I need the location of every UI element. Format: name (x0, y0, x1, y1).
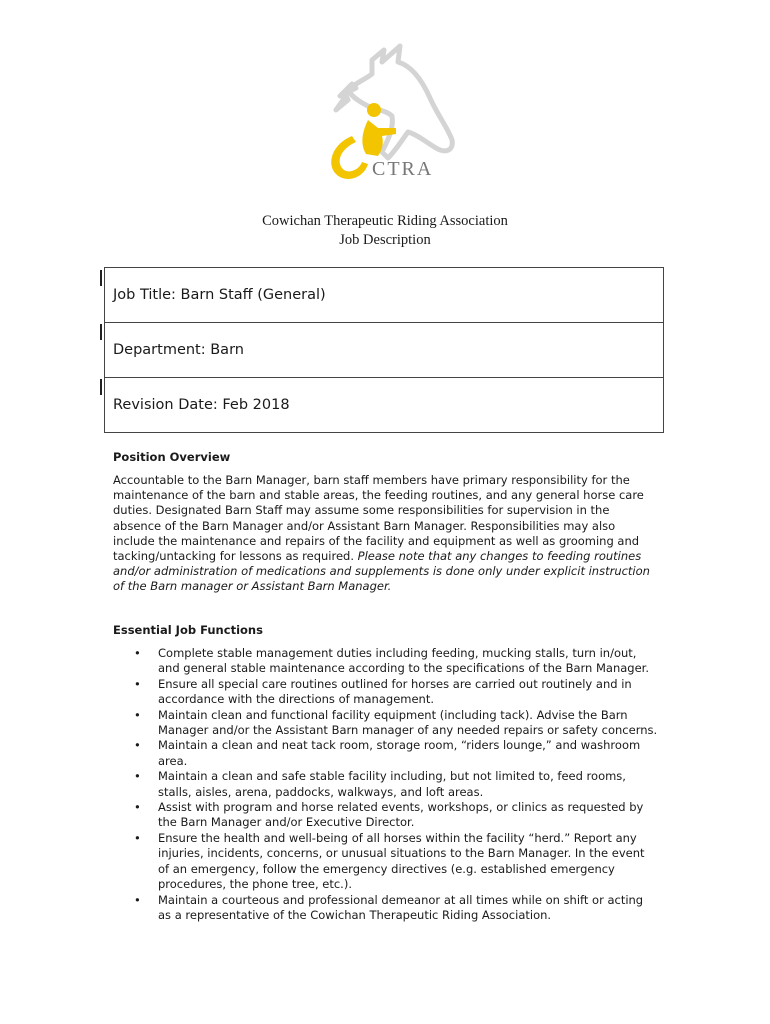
bullet-icon: • (134, 800, 141, 815)
bullet-icon: • (134, 830, 141, 845)
document-type: Job Description (339, 232, 431, 248)
overview-note: Please note that any changes to feeding routines and/or administration of medications and supplements is done only under explicit instruction of the Barn manager or Assistant Barn Manager. (113, 549, 650, 594)
revision-mark (100, 324, 102, 340)
department-row (105, 323, 663, 378)
bullet-icon: • (134, 676, 141, 691)
job-info-table (104, 267, 664, 433)
bullet-icon: • (134, 769, 141, 784)
revision-date: Revision Date: Feb 2018 (113, 397, 290, 413)
bullet-icon: • (134, 646, 141, 660)
revision-mark (100, 270, 102, 286)
list-item: • Ensure all special care routines outlined for horses are carried out routinely and in accordance with the directions of management. (134, 676, 632, 707)
rider-head-icon (367, 103, 381, 117)
revision-mark (100, 379, 102, 395)
bullet-icon: • (134, 892, 141, 907)
overview-body: Accountable to the Barn Manager, barn staff members have primary responsibility for the maintenance of the barn and stable areas, the feeding routines, and any general horse care duties. Designated Barn Staff may assume some responsibilities for supervision in the absence of the Barn Manager and/or Assistant Barn Manager. Responsibilities may also include the maintenance and repairs of the facility and equipment as well as grooming and tacking/untacking for lessons as required. (113, 473, 644, 564)
list-item: • Maintain a clean and safe stable facility including, but not limited to, feed rooms, stalls, aisles, arena, paddocks, walkways, and loft areas. (134, 769, 626, 799)
bullet-icon: • (134, 738, 141, 753)
list-item: • Complete stable management duties including feeding, mucking stalls, turn in/out, and general stable maintenance according to the specifications of the Barn Manager. (134, 646, 650, 676)
department: Department: Barn (113, 342, 244, 358)
list-item: • Assist with program and horse related events, workshops, or clinics as requested by the Barn Manager and/or Executive Director. (134, 800, 644, 830)
job-title: Job Title: Barn Staff (General) (113, 287, 326, 303)
revision-row (105, 378, 663, 432)
job-title-row (105, 268, 663, 323)
position-overview-text (113, 473, 658, 595)
bullet-icon: • (134, 707, 141, 722)
list-item: • Maintain clean and functional facility equipment (including tack). Advise the Barn Manager and/or the Assistant Barn manager of any needed repairs or safety concerns. (134, 707, 658, 738)
essential-functions-title: Essential Job Functions (113, 623, 263, 637)
list-item: • Ensure the health and well-being of all horses within the facility “herd.” Report any injuries, incidents, concerns, or unusual situations to the Barn Manager. In the event of an emergency, follow the emergency directives (e.g. established emergency procedures, the phone tree, etc.). (134, 830, 645, 892)
list-item: • Maintain a clean and neat tack room, storage room, “riders lounge,” and washroom area. (134, 738, 641, 768)
logo-text: CTRA (372, 158, 434, 180)
organization-name: Cowichan Therapeutic Riding Association (262, 213, 508, 229)
list-item: • Maintain a courteous and professional demeanor at all times while on shift or acting as a representative of the Cowichan Therapeutic Riding Association. (134, 892, 644, 922)
position-overview-title: Position Overview (113, 450, 231, 464)
job-functions-list (113, 646, 658, 923)
